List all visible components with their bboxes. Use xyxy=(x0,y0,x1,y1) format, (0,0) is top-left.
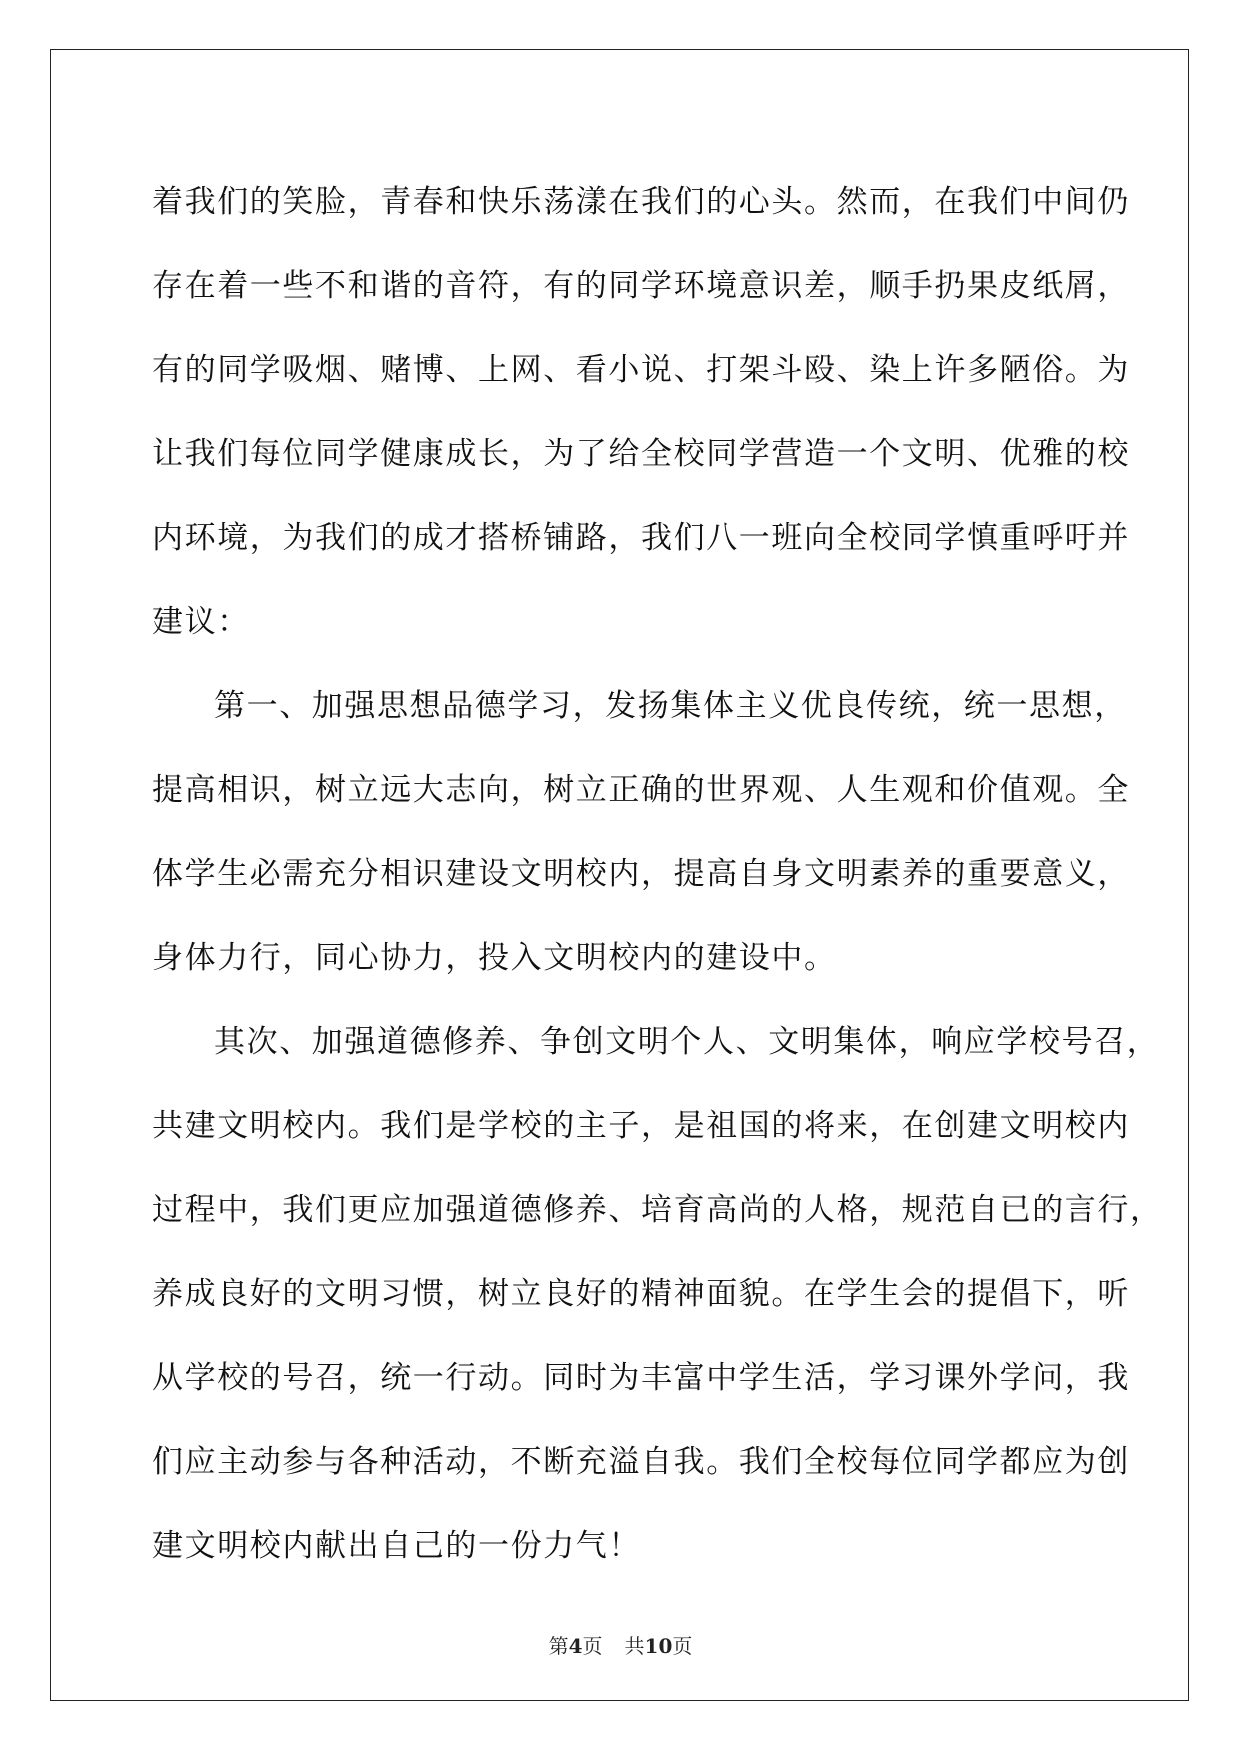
total-pages: 10 xyxy=(644,1634,673,1658)
text-line: 过程中，我们更应加强道德修养、培育高尚的人格，规范自已的言行， xyxy=(152,1192,1163,1228)
text-line: 提高相识，树立远大志向，树立正确的世界观、人生观和价值观。全 xyxy=(152,772,1130,808)
page-prefix: 第 xyxy=(548,1634,569,1658)
text-line: 有的同学吸烟、赌博、上网、看小说、打架斗殴、染上许多陋俗。为 xyxy=(152,352,1130,388)
text-line: 共建文明校内。我们是学校的主子，是祖国的将来，在创建文明校内 xyxy=(152,1108,1130,1144)
page-suffix: 页 xyxy=(582,1634,603,1658)
text-line: 们应主动参与各种活动，不断充溢自我。我们全校每位同学都应为创 xyxy=(152,1444,1130,1480)
text-line: 内环境，为我们的成才搭桥铺路，我们八一班向全校同学慎重呼吁并 xyxy=(152,520,1130,556)
text-line: 养成良好的文明习惯，树立良好的精神面貌。在学生会的提倡下，听 xyxy=(152,1276,1130,1312)
text-line: 让我们每位同学健康成长，为了给全校同学营造一个文明、优雅的校 xyxy=(152,436,1130,472)
text-line: 体学生必需充分相识建设文明校内，提高自身文明素养的重要意义， xyxy=(152,856,1130,892)
total-prefix: 共 xyxy=(624,1634,645,1658)
text-line: 身体力行，同心协力，投入文明校内的建设中。 xyxy=(152,940,837,976)
text-line: 着我们的笑脸，青春和快乐荡漾在我们的心头。然而，在我们中间仍 xyxy=(152,184,1130,220)
text-line: 建文明校内献出自己的一份力气！ xyxy=(152,1528,641,1564)
total-suffix: 页 xyxy=(672,1634,693,1658)
document-body xyxy=(152,160,1163,1588)
text-line: 从学校的号召，统一行动。同时为丰富中学生活，学习课外学问，我 xyxy=(152,1360,1130,1396)
text-line: 其次、加强道德修养、争创文明个人、文明集体，响应学校号召， xyxy=(214,1024,1160,1060)
text-line: 建议： xyxy=(152,604,250,640)
page-footer xyxy=(0,1630,1241,1659)
page-number: 4 xyxy=(568,1634,583,1658)
text-line: 第一、加强思想品德学习，发扬集体主义优良传统，统一思想， xyxy=(214,688,1127,724)
text-line: 存在着一些不和谐的音符，有的同学环境意识差，顺手扔果皮纸屑， xyxy=(152,268,1130,304)
